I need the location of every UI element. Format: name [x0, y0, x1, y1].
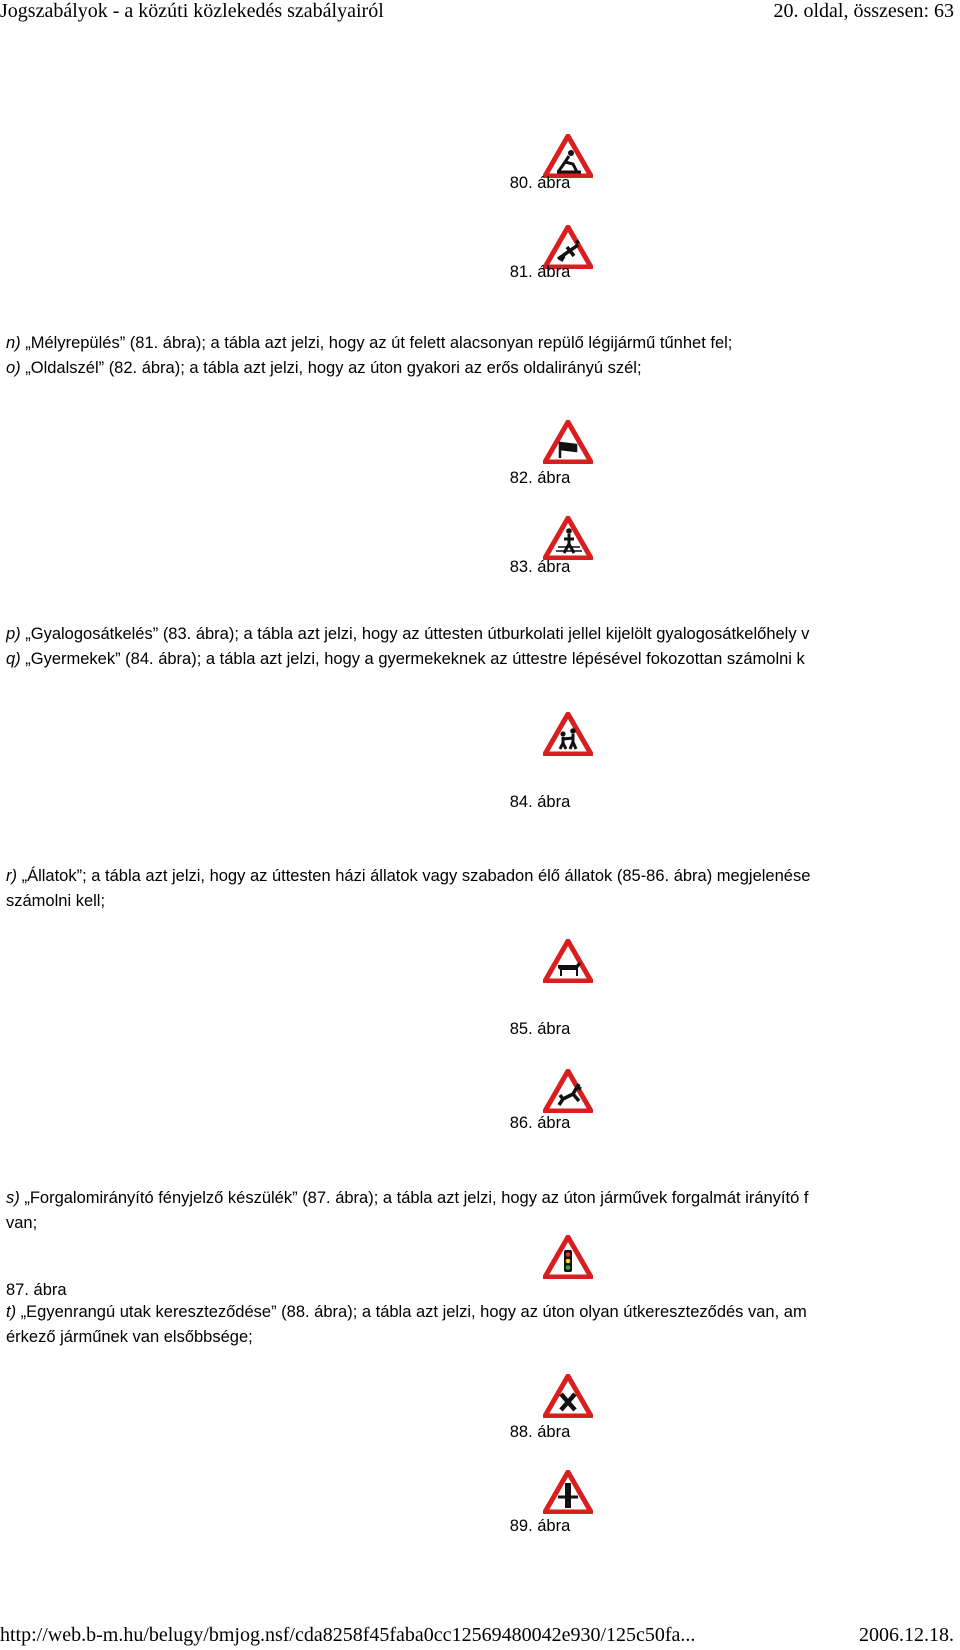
roadworks-warning-sign-icon	[543, 134, 593, 178]
paragraph-t-continuation: érkező járműnek van elsőbbsége;	[6, 1328, 253, 1346]
paragraph-o	[6, 356, 960, 381]
figure-caption: 85. ábra	[509, 1020, 571, 1038]
item-marker: t)	[6, 1303, 17, 1321]
pedestrian-crossing-warning-sign-icon	[543, 516, 593, 560]
item-marker: q)	[6, 650, 21, 668]
crosswind-warning-sign-icon	[543, 420, 593, 464]
page-number: 20. oldal, összesen: 63	[773, 0, 954, 22]
figure-caption: 89. ábra	[509, 1517, 571, 1535]
paragraph-s-continuation: van;	[6, 1214, 38, 1232]
children-warning-sign-icon	[543, 712, 593, 756]
figure-caption: 80. ábra	[509, 174, 571, 192]
item-marker: s)	[6, 1189, 20, 1207]
item-marker: p)	[6, 625, 21, 643]
paragraph-q	[6, 647, 960, 672]
figure-caption: 83. ábra	[509, 558, 571, 576]
document-title: Jogszabályok - a közúti közlekedés szabályairól	[0, 0, 384, 22]
priority-junction-warning-sign-icon	[543, 1470, 593, 1514]
paragraph-text: „Állatok”; a tábla azt jelzi, hogy az úttesten házi állatok vagy szabadon élő állatok (85-86. ábra) megjelenése	[17, 867, 811, 885]
source-url: http://web.b-m.hu/belugy/bmjog.nsf/cda8258f45faba0cc12569480042e930/125c50fa...	[0, 1624, 696, 1646]
paragraph-p	[6, 622, 960, 647]
item-marker: r)	[6, 867, 17, 885]
domestic-animals-warning-sign-icon	[543, 939, 593, 983]
paragraph-text: „Oldalszél” (82. ábra); a tábla azt jelzi, hogy az úton gyakori az erős oldalirányú szél;	[20, 359, 642, 377]
figure-caption: 84. ábra	[509, 793, 571, 811]
paragraph-r	[6, 864, 960, 889]
paragraph-text: „Egyenrangú utak kereszteződése” (88. ábra); a tábla azt jelzi, hogy az úton olyan útkereszteződés van, am	[16, 1303, 807, 1321]
paragraph-n	[6, 331, 960, 356]
print-date: 2006.12.18.	[859, 1624, 954, 1646]
traffic-signals-warning-sign-icon	[543, 1235, 593, 1279]
paragraph-text: „Gyermekek” (84. ábra); a tábla azt jelzi, hogy a gyermekeknek az úttestre lépésével fokozottan számolni k	[20, 650, 805, 668]
equal-junction-warning-sign-icon	[543, 1374, 593, 1418]
paragraph-text: „Mélyrepülés” (81. ábra); a tábla azt jelzi, hogy az út felett alacsonyan repülő légijármű tűnhet fel;	[20, 334, 733, 352]
wild-animals-warning-sign-icon	[543, 1069, 593, 1113]
figure-caption: 81. ábra	[509, 263, 571, 281]
figure-caption: 82. ábra	[509, 469, 571, 487]
figure-caption: 86. ábra	[509, 1114, 571, 1132]
paragraph-t	[6, 1300, 960, 1325]
paragraph-text: „Gyalogosátkelés” (83. ábra); a tábla azt jelzi, hogy az úttesten útburkolati jellel kijelölt gyalogosátkelőhely v	[20, 625, 810, 643]
paragraph-text: „Forgalomirányító fényjelző készülék” (87. ábra); a tábla azt jelzi, hogy az úton járművek forgalmát irányító f	[19, 1189, 809, 1207]
paragraph-r-continuation: számolni kell;	[6, 892, 106, 910]
item-marker: o)	[6, 359, 21, 377]
figure-caption: 87. ábra	[6, 1281, 67, 1299]
figure-caption: 88. ábra	[509, 1423, 571, 1441]
paragraph-s	[6, 1186, 960, 1211]
item-marker: n)	[6, 334, 21, 352]
